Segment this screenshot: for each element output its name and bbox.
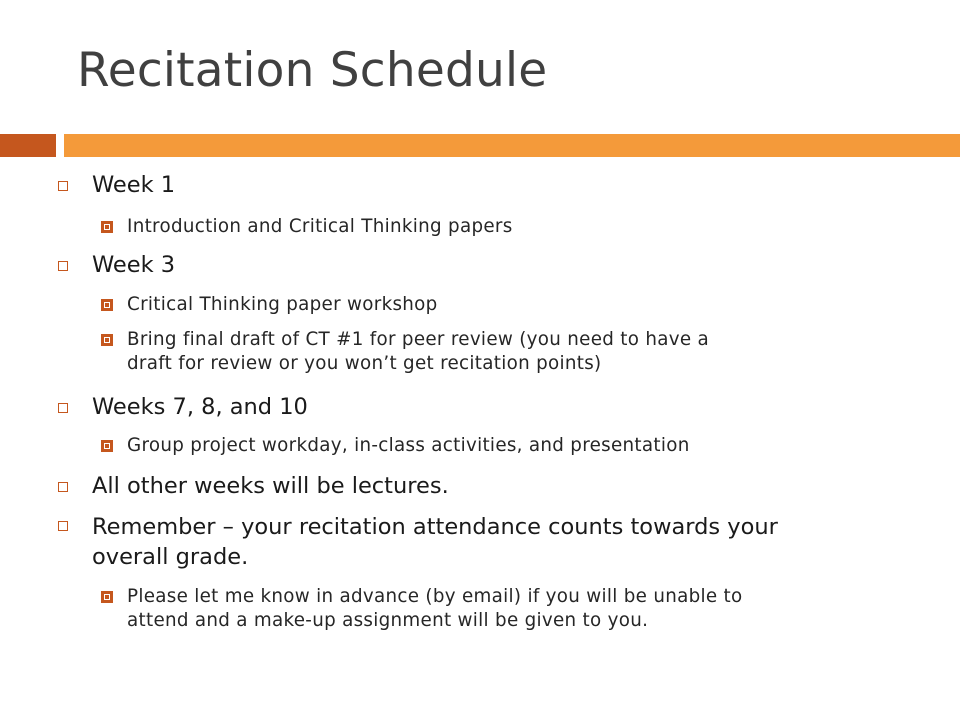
subbullet-text: Critical Thinking paper workshop [127, 294, 438, 315]
subbullet-text-line-1: Please let me know in advance (by email) if you will be unable to [127, 586, 743, 607]
bullet-text: Week 3 [92, 252, 176, 278]
subbullet-workshop [127, 293, 438, 317]
bullet-text-line-1: Remember – your recitation attendance counts towards your [92, 514, 778, 540]
title-accent-bar-light [64, 134, 960, 157]
subbullet-text-line-2: draft for review or you won’t get recitation points) [127, 353, 602, 374]
bullet-week-3 [92, 252, 175, 278]
framed-square-bullet-icon [101, 221, 113, 233]
subbullet-text-line-2: attend and a make-up assignment will be given to you. [127, 610, 649, 631]
framed-square-bullet-icon [101, 299, 113, 311]
subbullet-text: Introduction and Critical Thinking papers [127, 216, 513, 237]
bullet-text-line-2: overall grade. [92, 544, 249, 570]
hollow-square-bullet-icon [58, 181, 68, 191]
hollow-square-bullet-icon [58, 521, 68, 531]
subbullet-group-project [127, 434, 690, 458]
bullet-week-1 [92, 172, 175, 198]
framed-square-bullet-icon [101, 334, 113, 346]
bullet-text: Week 1 [92, 172, 176, 198]
bullet-weeks-7-8-10 [92, 394, 308, 420]
bullet-text: Weeks 7, 8, and 10 [92, 394, 308, 420]
bullet-text: All other weeks will be lectures. [92, 473, 449, 499]
hollow-square-bullet-icon [58, 403, 68, 413]
subbullet-intro [127, 215, 513, 239]
subbullet-text: Group project workday, in-class activities, and presentation [127, 435, 690, 456]
framed-square-bullet-icon [101, 440, 113, 452]
subbullet-final-draft [127, 328, 709, 376]
slide-title: Recitation Schedule [77, 43, 548, 98]
hollow-square-bullet-icon [58, 261, 68, 271]
framed-square-bullet-icon [101, 591, 113, 603]
subbullet-let-me-know [127, 585, 743, 633]
bullet-other-weeks [92, 473, 449, 499]
subbullet-text-line-1: Bring final draft of CT #1 for peer review (you need to have a [127, 329, 709, 350]
hollow-square-bullet-icon [58, 482, 68, 492]
bullet-remember [92, 512, 778, 572]
title-accent-bar-dark [0, 134, 56, 157]
